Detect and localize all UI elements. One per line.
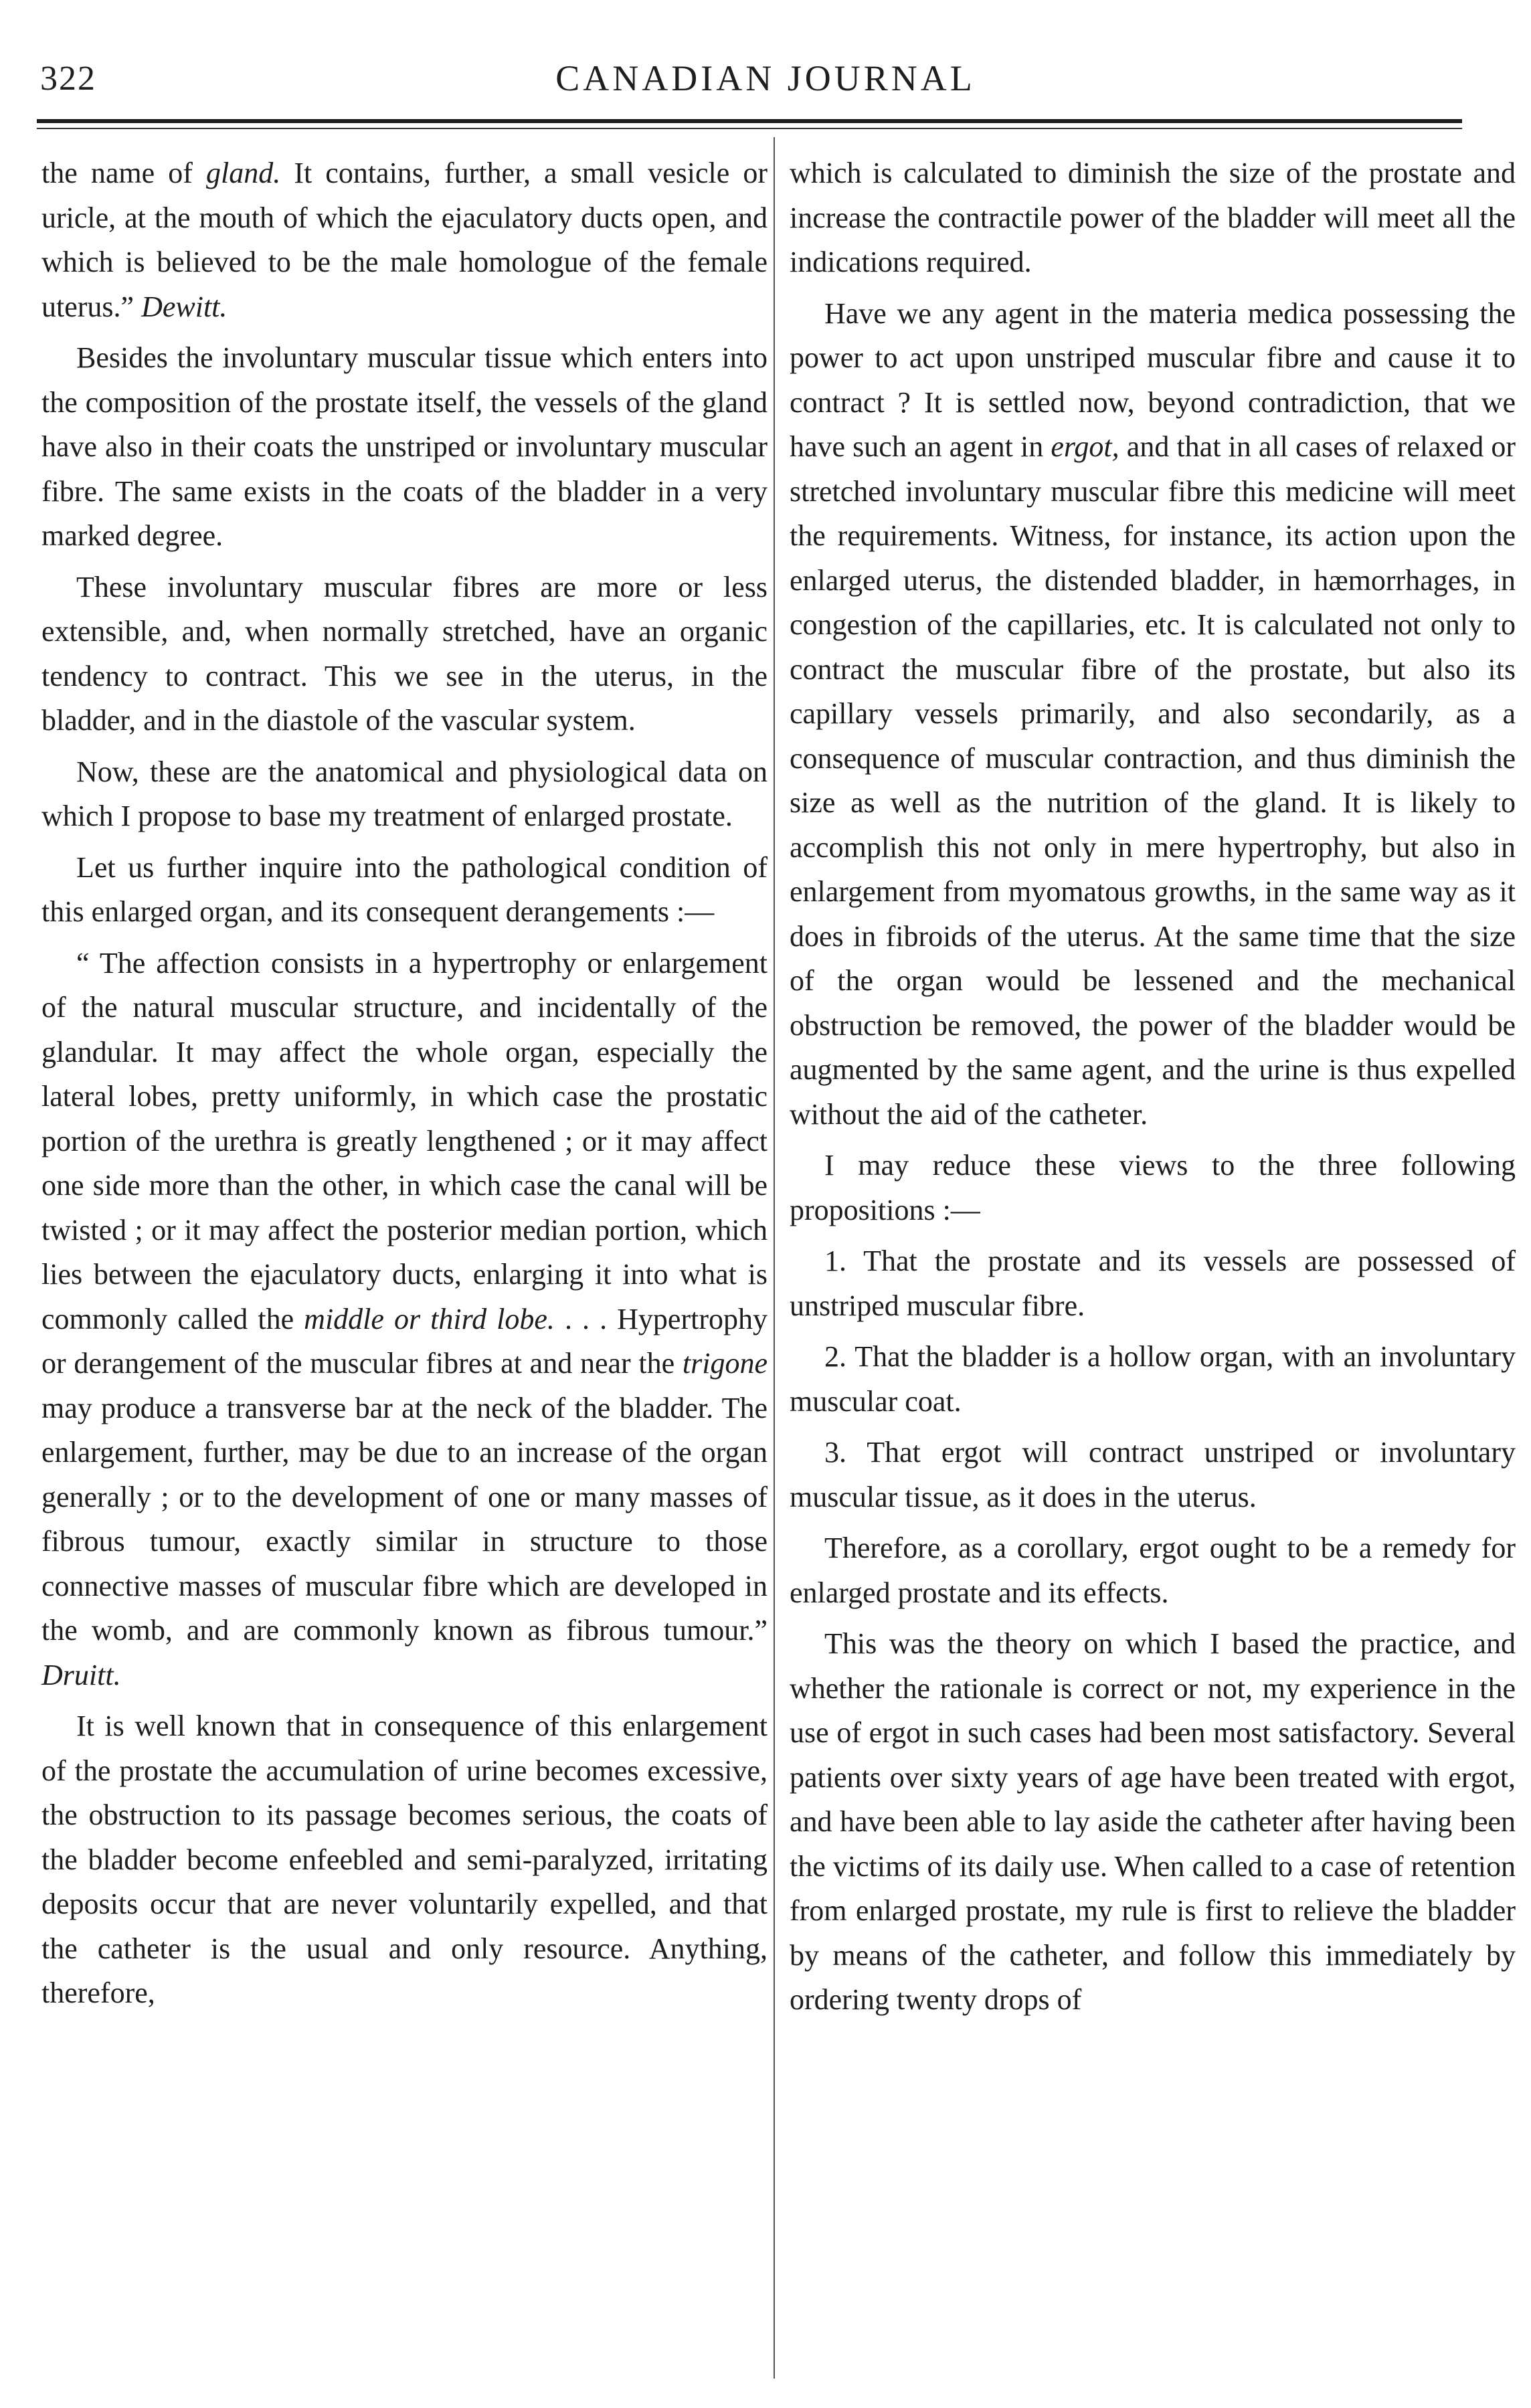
paragraph: This was the theory on which I based the practice, and whether the rationale is correct or not, my experience in the use of ergot in such cases had been most satisfactory. Several patients over sixty years of age have been treated with ergot, and have been able to lay aside the catheter after having been the victims of its daily use. When called to a case of retention from enlarged prostate, my rule is first to relieve the bladder by means of the catheter, and follow this immediately by ordering twenty drops of <box>790 1627 1516 2016</box>
running-title: CANADIAN JOURNAL <box>555 58 976 98</box>
text-run: the name of <box>41 157 206 189</box>
proposition: 3. That ergot will contract unstriped or involuntary muscular tissue, as it does in the uterus. <box>790 1436 1516 1513</box>
citation: Dewitt. <box>141 290 228 323</box>
text-run: . . . Hypertrophy or derangement of the muscular fibres at and near the <box>41 1302 768 1380</box>
quoted-paragraph <box>41 941 768 1698</box>
paragraph: These involuntary muscular fibres are more or less extensible, and, when normally stretched, have an organic tendency to contract. This we see in the uterus, in the bladder, and in the diastole of the vascular system. <box>41 570 768 737</box>
proposition: 1. That the prostate and its vessels are possessed of unstriped muscular fibre. <box>790 1244 1516 1322</box>
italic-term: trigone <box>682 1347 768 1380</box>
header-rule-thin <box>37 128 1462 129</box>
paragraph: which is calculated to diminish the size of the prostate and increase the contractile power of the bladder will meet all the indications required. <box>790 157 1516 278</box>
italic-term: gland. <box>205 157 281 189</box>
text-run: Have we any agent in the materia medica possessing the power to act upon unstriped muscular fibre and cause it to contract ? It is settled now, beyond contradiction, that we have such an agent in <box>790 296 1516 463</box>
page-number: 322 <box>40 60 96 98</box>
paragraph: Let us further inquire into the pathological condition of this enlarged organ, and its consequent derangements :— <box>41 850 768 928</box>
left-column <box>41 151 768 2023</box>
header-rule-thick <box>37 119 1462 123</box>
paragraph: I may reduce these views to the three following propositions :— <box>790 1149 1516 1226</box>
text-run: may produce a transverse bar at the neck of the bladder. The enlargement, further, may be due to an increase of the organ generally ; or to the development of one or many masses of fibrous tumour, exactly similar in structure to those connective masses of muscular fibre which are developed in the womb, and are commonly known as fibrous tumour.” <box>41 1391 768 1647</box>
citation: Druitt. <box>41 1658 121 1691</box>
italic-term: ergot, <box>1051 430 1119 463</box>
right-column <box>790 151 1516 2029</box>
paragraph: It is well known that in consequence of this enlargement of the prostate the accumulation of urine becomes excessive, the obstruction to its passage becomes serious, the coats of the bladder become enfeebled and semi-paralyzed, irritating deposits occur that are never voluntarily expelled, and that the catheter is the usual and only resource. Anything, therefore, <box>41 1709 768 2009</box>
paragraph <box>790 292 1516 1137</box>
italic-term: middle or third lobe. <box>304 1302 555 1335</box>
paragraph <box>41 151 768 329</box>
paragraph: Besides the involuntary muscular tissue which enters into the composition of the prostate itself, the vessels of the gland have also in their coats the unstriped or involuntary muscular fibre. The same exists in the coats of the bladder in a very marked degree. <box>41 341 768 552</box>
text-run: “ The affection consists in a hypertrophy or enlargement of the natural muscular structure, and incidentally of the glandular. It may affect the whole organ, especially the lateral lobes, pretty uniformly, in which case the prostatic portion of the urethra is greatly lengthened ; or it may affect one side more than the other, in which case the canal will be twisted ; or it may affect the posterior median portion, which lies between the ejaculatory ducts, enlarging it into what is commonly called the <box>41 946 768 1335</box>
text-run: and that in all cases of relaxed or stretched involuntary muscular fibre this medicine will meet the requirements. Witness, for instance, its action upon the enlarged uterus, the distended bladder, in hæmorrhages, in congestion of the capillaries, etc. It is calculated not only to contract the muscular fibre of the prostate, but also its capillary vessels primarily, and also secondarily, as a consequence of muscular contraction, and thus diminish the size as well as the nutrition of the gland. It is likely to accomplish this not only in mere hypertrophy, but also in enlargement from myomatous growths, in the same way as it does in fibroids of the uterus. At the same time that the size of the organ would be lessened and the mechanical obstruction be removed, the power of the bladder would be augmented by the same agent, and the urine is thus expelled without the aid of the catheter. <box>790 430 1516 1131</box>
text-run: It contains, further, a small vesicle or uricle, at the mouth of which the ejaculatory ducts open, and which is believed to be the male homologue of the female uterus.” <box>41 157 768 323</box>
paragraph: Now, these are the anatomical and physiological data on which I propose to base my treatment of enlarged prostate. <box>41 755 768 832</box>
column-divider <box>774 137 775 2379</box>
proposition: 2. That the bladder is a hollow organ, with an involuntary muscular coat. <box>790 1340 1516 1418</box>
paragraph: Therefore, as a corollary, ergot ought to be a remedy for enlarged prostate and its effects. <box>790 1532 1516 1609</box>
